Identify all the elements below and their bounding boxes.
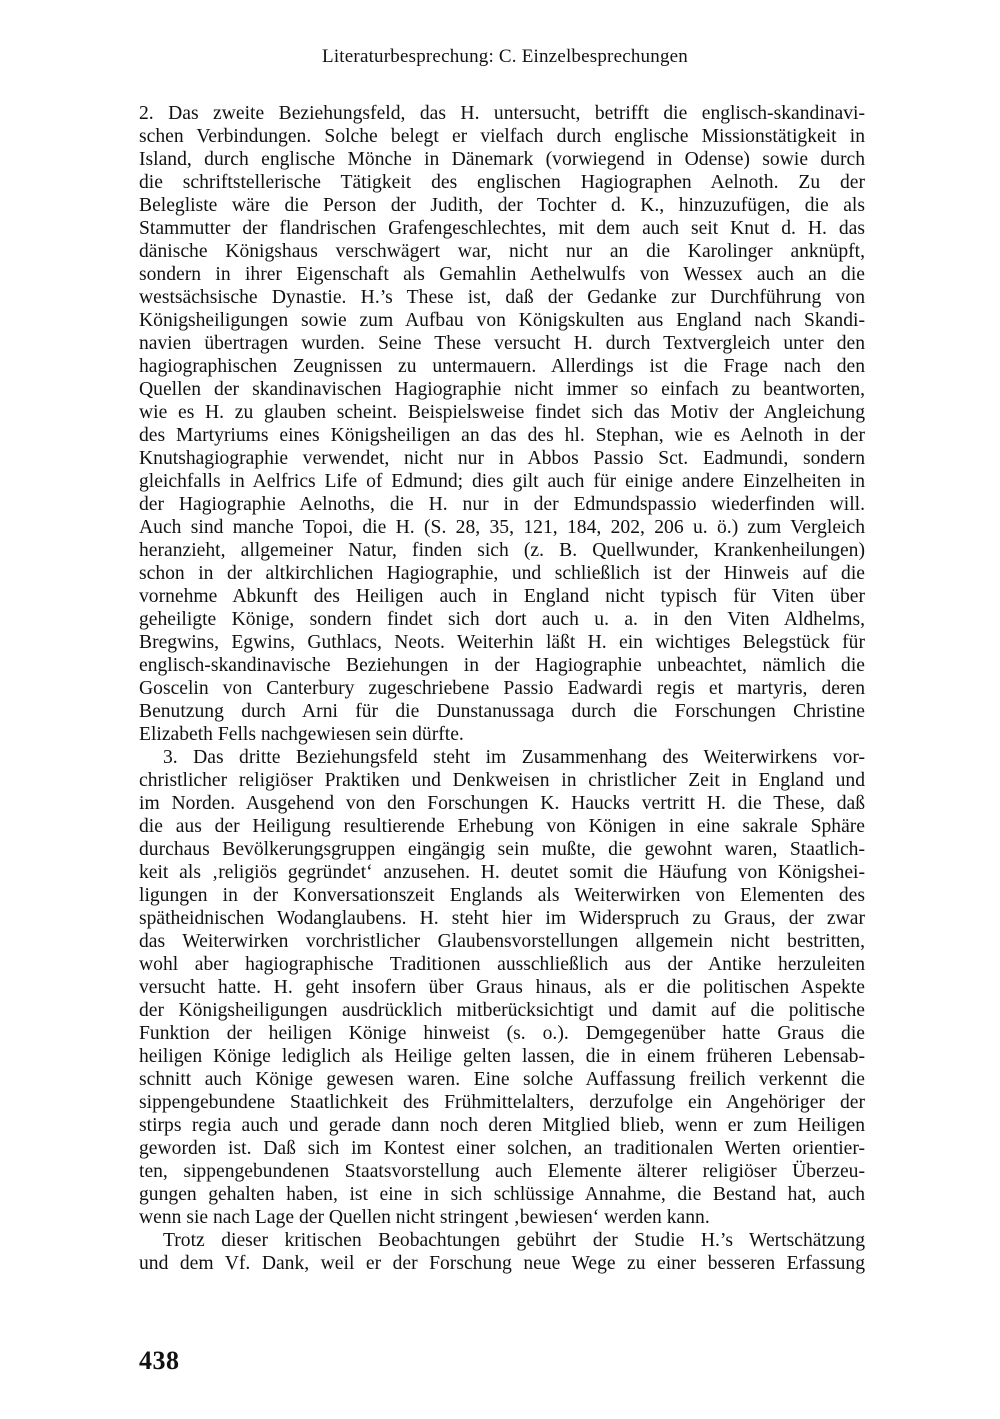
text-line: gungen gehalten haben, ist eine in sich schlüssige Annahme, die Bestand hat, auch [139, 1184, 865, 1205]
text-line: hagiographischen Zeugnissen zu untermauern. Allerdings ist die Frage nach den [139, 356, 865, 377]
text-line: spätheidnischen Wodanglaubens. H. steht hier im Widerspruch zu Graus, der zwar [139, 908, 865, 929]
text-line: schen Verbindungen. Solche belegt er vielfach durch englische Missionstätigkeit in [139, 126, 865, 147]
text-line: der Königsheiligungen ausdrücklich mitberücksichtigt und damit auf die politische [139, 1000, 865, 1021]
paragraph [139, 102, 865, 746]
text-line: Elizabeth Fells nachgewiesen sein dürfte. [139, 724, 464, 745]
text-line: sondern in ihrer Eigenschaft als Gemahlin Aethelwulfs von Wessex auch an die [139, 264, 865, 285]
text-line: wohl aber hagiographische Traditionen ausschließlich aus der Antike herzuleiten [139, 954, 865, 975]
text-line: keit als ‚religiös gegründet‘ anzusehen. H. deutet somit die Häufung von Königshei- [139, 862, 865, 883]
text-line: die aus der Heiligung resultierende Erhebung von Königen in eine sakrale Sphäre [139, 816, 865, 837]
paragraph [139, 746, 865, 1229]
text-line: sippengebundene Staatlichkeit des Frühmittelalters, derzufolge ein Angehöriger der [139, 1092, 865, 1113]
text-line: schon in der altkirchlichen Hagiographie, und schließlich ist der Hinweis auf die [139, 563, 865, 584]
text-line: im Norden. Ausgehend von den Forschungen K. Haucks vertritt H. die These, daß [139, 793, 865, 814]
text-line: die schriftstellerische Tätigkeit des englischen Hagiographen Aelnoth. Zu der [139, 172, 865, 193]
text-line: westsächsische Dynastie. H.’s These ist, daß der Gedanke zur Durchführung von [139, 287, 865, 308]
text-line: ten, sippengebundenen Staatsvorstellung auch Elemente älterer religiöser Überzeu- [139, 1161, 865, 1182]
text-line: Belegliste wäre die Person der Judith, der Tochter d. K., hinzuzufügen, die als [139, 195, 865, 216]
text-line: Quellen der skandinavischen Hagiographie nicht immer so einfach zu beantworten, [139, 379, 865, 400]
text-line: Knutshagiographie verwendet, nicht nur in Abbos Passio Sct. Eadmundi, sondern [139, 448, 865, 469]
text-line: wie es H. zu glauben scheint. Beispielsweise findet sich das Motiv der Angleichung [139, 402, 865, 423]
text-line: christlicher religiöser Praktiken und Denkweisen in christlicher Zeit in England und [139, 770, 865, 791]
text-line: 3. Das dritte Beziehungsfeld steht im Zusammenhang des Weiterwirkens vor- [163, 747, 865, 768]
text-line: navien übertragen wurden. Seine These versucht H. durch Textvergleich unter den [139, 333, 865, 354]
text-line: wenn sie nach Lage der Quellen nicht stringent ‚bewiesen‘ werden kann. [139, 1207, 710, 1228]
text-line: versucht hatte. H. geht insofern über Graus hinaus, als er die politischen Aspekte [139, 977, 865, 998]
page-number: 438 [139, 1346, 180, 1375]
text-line: des Martyriums eines Königsheiligen an das des hl. Stephan, wie es Aelnoth in der [139, 425, 865, 446]
text-line: vornehme Abkunft des Heiligen auch in England nicht typisch für Viten über [139, 586, 865, 607]
text-line: schnitt auch Könige gewesen waren. Eine solche Auffassung freilich verkennt die [139, 1069, 865, 1090]
text-line: Funktion der heiligen Könige hinweist (s. o.). Demgegenüber hatte Graus die [139, 1023, 865, 1044]
text-line: geworden ist. Daß sich im Kontest einer solchen, an traditionalen Werten orientier- [139, 1138, 865, 1159]
text-line: stirps regia auch und gerade dann noch deren Mitglied blieb, wenn er zum Heiligen [139, 1115, 865, 1136]
text-line: Bregwins, Egwins, Guthlacs, Neots. Weiterhin läßt H. ein wichtiges Belegstück für [139, 632, 865, 653]
text-line: Königsheiligungen sowie zum Aufbau von Königskulten aus England nach Skandi- [139, 310, 865, 331]
text-line: Island, durch englische Mönche in Dänemark (vorwiegend in Odense) sowie durch [139, 149, 865, 170]
text-line: ligungen in der Konversationszeit Englands als Weiterwirken von Elementen des [139, 885, 865, 906]
text-line: das Weiterwirken vorchristlicher Glaubensvorstellungen allgemein nicht bestritten, [139, 931, 865, 952]
body-text [139, 102, 865, 1275]
text-line: durchaus Bevölkerungsgruppen eingängig sein mußte, die gewohnt waren, Staatlich- [139, 839, 865, 860]
text-line: und dem Vf. Dank, weil er der Forschung neue Wege zu einer besseren Erfassung [139, 1253, 865, 1274]
text-line: dänische Königshaus verschwägert war, nicht nur an die Karolinger anknüpft, [139, 241, 865, 262]
text-line: der Hagiographie Aelnoths, die H. nur in der Edmundspassio wiederfinden will. [139, 494, 865, 515]
text-line: Trotz dieser kritischen Beobachtungen gebührt der Studie H.’s Wertschätzung [163, 1230, 865, 1251]
running-title: Literaturbesprechung: C. Einzelbesprechungen [322, 46, 688, 67]
text-line: Stammutter der flandrischen Grafengeschlechtes, mit dem auch seit Knut d. H. das [139, 218, 865, 239]
text-line: Auch sind manche Topoi, die H. (S. 28, 35, 121, 184, 202, 206 u. ö.) zum Vergleich [139, 517, 865, 538]
text-line: gleichfalls in Aelfrics Life of Edmund; dies gilt auch für einige andere Einzelheiten in [139, 471, 865, 492]
paragraph [139, 1229, 865, 1275]
text-line: heranzieht, allgemeiner Natur, finden sich (z. B. Quellwunder, Krankenheilungen) [139, 540, 865, 561]
text-line: Goscelin von Canterbury zugeschriebene Passio Eadwardi regis et martyris, deren [139, 678, 865, 699]
text-line: 2. Das zweite Beziehungsfeld, das H. untersucht, betrifft die englisch-skandinavi- [139, 103, 865, 124]
text-line: geheiligte Könige, sondern findet sich dort auch u. a. in den Viten Aldhelms, [139, 609, 865, 630]
text-line: Benutzung durch Arni für die Dunstanussaga durch die Forschungen Christine [139, 701, 865, 722]
text-line: heiligen Könige lediglich als Heilige gelten lassen, die in einem früheren Lebensab- [139, 1046, 865, 1067]
text-line: englisch-skandinavische Beziehungen in der Hagiographie unbeachtet, nämlich die [139, 655, 865, 676]
